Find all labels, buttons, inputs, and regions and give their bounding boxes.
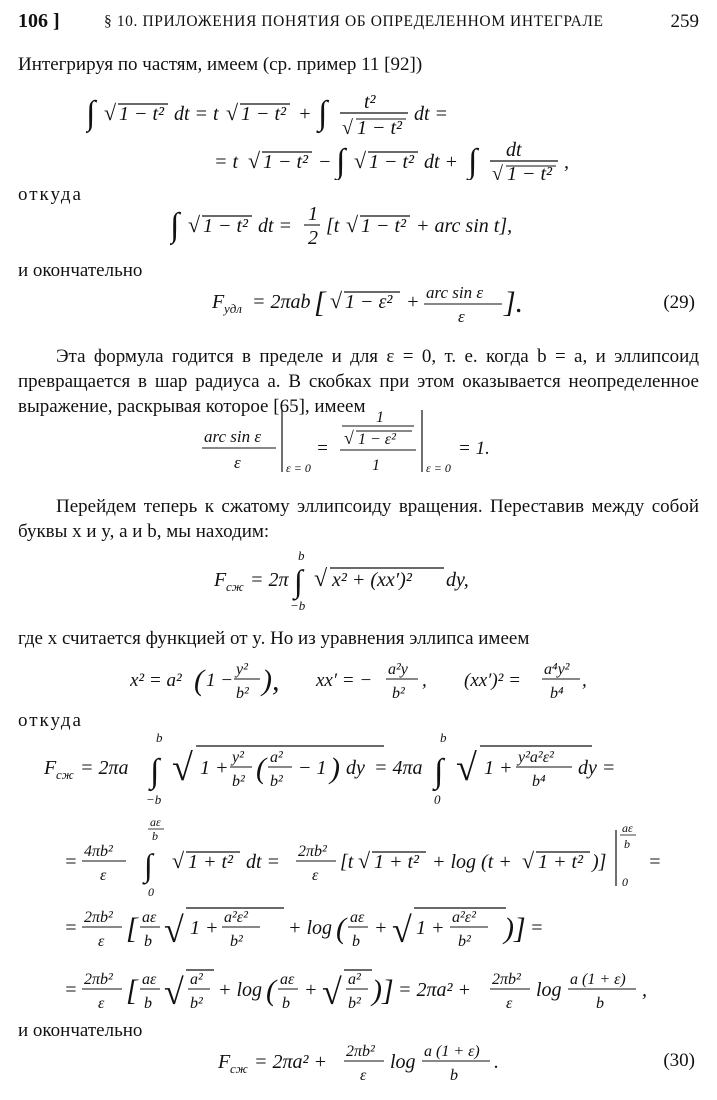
svg-text:b²: b²	[232, 773, 245, 790]
svg-text:− 1: − 1	[298, 757, 327, 779]
intro-line: Интегрируя по частям, имеем (ср. пример 11 [92])	[18, 54, 423, 75]
svg-text:F: F	[218, 1051, 231, 1073]
svg-text:2πb²: 2πb²	[84, 971, 113, 988]
svg-text:0: 0	[434, 792, 441, 807]
svg-text:aε: aε	[622, 821, 633, 835]
svg-text:√: √	[492, 163, 503, 180]
svg-text:a²: a²	[270, 749, 283, 766]
svg-text:dt: dt	[506, 139, 522, 161]
svg-text:1 − t²: 1 − t²	[369, 151, 415, 173]
svg-text:aε: aε	[142, 971, 157, 988]
svg-text:b²: b²	[348, 995, 361, 1012]
svg-text:b: b	[144, 933, 152, 950]
svg-text:(: (	[256, 752, 266, 785]
simplified-line	[64, 962, 684, 1024]
svg-text:dt =: dt =	[258, 215, 293, 237]
svg-text:−: −	[318, 151, 332, 173]
svg-text:+: +	[374, 917, 388, 939]
svg-text:1 − t²: 1 − t²	[263, 151, 309, 173]
paragraph-limit: Эта формула годится в пределе и для ε = 0, т. е. когда b = a, и эллипсоид превращается в шар радиуса a. В скобках при этом оказывается неопределенное выражение, раскрывая которое [65], имеем	[18, 346, 699, 417]
svg-text:−b: −b	[146, 792, 162, 807]
integration-by-parts-equation	[86, 84, 646, 180]
svg-text:√: √	[248, 148, 261, 173]
svg-text:+ log: + log	[218, 979, 263, 1001]
svg-text:(: (	[336, 912, 346, 945]
svg-text:= 2πa: = 2πa	[80, 757, 129, 779]
svg-text:= 2π: = 2π	[250, 569, 289, 591]
svg-text:√: √	[226, 100, 239, 125]
svg-text:b²: b²	[230, 933, 243, 950]
svg-text:∫: ∫	[170, 207, 180, 244]
svg-text:(: (	[266, 974, 276, 1007]
svg-text:b²: b²	[270, 773, 283, 790]
svg-text:b: b	[624, 837, 630, 851]
svg-text:2πb²: 2πb²	[346, 1043, 375, 1060]
svg-text:aε: aε	[280, 971, 295, 988]
oblate-area-integral	[214, 548, 514, 614]
svg-text:(: (	[194, 664, 204, 697]
svg-text:∫: ∫	[336, 143, 346, 180]
svg-text:=: =	[530, 917, 544, 939]
svg-text:1 − t²: 1 − t²	[241, 103, 287, 125]
svg-text:)]: )]	[592, 851, 607, 873]
svg-text:2: 2	[308, 227, 318, 249]
svg-text:1 −: 1 −	[206, 670, 234, 691]
substitution-line	[64, 816, 684, 900]
svg-text:√: √	[344, 428, 354, 448]
svg-text:.: .	[494, 1051, 499, 1073]
svg-text:dt =: dt =	[414, 103, 449, 125]
svg-text:√: √	[330, 288, 343, 313]
svg-text:log: log	[390, 1051, 416, 1073]
formula-30	[218, 1038, 518, 1094]
svg-text:a (1 + ε): a (1 + ε)	[570, 971, 626, 988]
svg-text:,: ,	[582, 670, 587, 691]
text-x-function: где x считается функцией от y. Но из уравнения эллипса имеем	[18, 628, 530, 649]
svg-text:+ arc sin t],: + arc sin t],	[416, 215, 513, 237]
page-number: 259	[670, 11, 699, 32]
svg-text:2πb²: 2πb²	[492, 971, 521, 988]
svg-text:ε = 0: ε = 0	[286, 461, 311, 475]
svg-text:1 − t²: 1 − t²	[203, 215, 249, 237]
svg-text:b: b	[352, 933, 360, 950]
svg-text:ε: ε	[234, 453, 241, 472]
svg-text:(xx′)² =: (xx′)² =	[464, 670, 521, 691]
chapter-title: § 10. ПРИЛОЖЕНИЯ ПОНЯТИЯ ОБ ОПРЕДЕЛЕННОМ ИНТЕГРАЛЕ	[104, 13, 604, 30]
svg-text:сж: сж	[226, 579, 244, 594]
svg-text:√: √	[358, 848, 371, 873]
svg-text:ε: ε	[312, 867, 319, 884]
svg-text:=: =	[64, 917, 78, 939]
svg-text:a²: a²	[190, 971, 203, 988]
svg-text:F: F	[214, 569, 227, 591]
svg-text:,: ,	[564, 151, 569, 173]
svg-text:b²: b²	[458, 933, 471, 950]
svg-text:[t: [t	[326, 215, 340, 237]
svg-text:y²: y²	[236, 661, 248, 678]
svg-text:+: +	[406, 291, 420, 313]
paragraph-oblate: Перейдем теперь к сжатому эллипсоиду вращения. Переставив между собой буквы x и y, a и b, мы находим:	[18, 496, 699, 542]
svg-text:√: √	[354, 148, 367, 173]
svg-text:ε: ε	[98, 995, 105, 1012]
svg-text:ε: ε	[458, 307, 465, 326]
svg-text:b⁴: b⁴	[532, 773, 546, 790]
svg-text:)]: )]	[372, 974, 394, 1007]
svg-text:a (1 + ε): a (1 + ε)	[424, 1043, 480, 1060]
svg-text:1 + t²: 1 + t²	[374, 851, 420, 873]
svg-text:0: 0	[148, 885, 154, 899]
svg-text:1: 1	[372, 457, 380, 474]
text-okonchatelno-1: и окончательно	[18, 260, 143, 281]
svg-text:ε: ε	[98, 933, 105, 950]
ellipse-relations	[130, 654, 600, 710]
svg-text:1: 1	[376, 409, 384, 426]
svg-text:1 +: 1 +	[200, 757, 229, 779]
svg-text:dt =: dt =	[246, 851, 281, 873]
svg-text:b: b	[298, 548, 305, 563]
svg-text:=: =	[64, 979, 78, 1001]
svg-text:xx′ = −: xx′ = −	[316, 670, 373, 691]
svg-text:aε: aε	[350, 909, 365, 926]
text-okonchatelno-2: и окончательно	[18, 1020, 143, 1041]
svg-text:aε: aε	[142, 909, 157, 926]
svg-text:[: [	[314, 286, 326, 319]
svg-text:= 1.: = 1.	[458, 438, 490, 459]
svg-text:[: [	[126, 974, 138, 1007]
svg-text:ε = 0: ε = 0	[426, 461, 451, 475]
svg-text:= 2πa² +: = 2πa² +	[254, 1051, 328, 1073]
svg-text:√: √	[342, 117, 353, 139]
svg-text:+: +	[304, 979, 318, 1001]
formula-29	[212, 278, 532, 328]
svg-text:=: =	[64, 851, 78, 873]
svg-text:dt +: dt +	[424, 151, 459, 173]
svg-text:].: ].	[504, 286, 524, 319]
svg-text:ε: ε	[506, 995, 513, 1012]
svg-text:y²: y²	[232, 749, 244, 766]
svg-text:x² = a²: x² = a²	[130, 670, 182, 691]
svg-text:√: √	[164, 972, 184, 1012]
svg-text:dy: dy	[346, 757, 365, 779]
svg-text:aε: aε	[150, 816, 161, 829]
svg-text:= 2πab: = 2πab	[252, 291, 311, 313]
svg-text:b: b	[156, 730, 163, 745]
svg-text:b²: b²	[190, 995, 203, 1012]
svg-text:1 + t²: 1 + t²	[538, 851, 584, 873]
svg-text:,: ,	[642, 979, 647, 1001]
svg-text:√: √	[314, 566, 328, 592]
svg-text:1 − t²: 1 − t²	[507, 163, 553, 180]
svg-text:√: √	[346, 212, 359, 237]
svg-text:= t: = t	[214, 151, 239, 173]
svg-text:b: b	[282, 995, 290, 1012]
svg-text:√: √	[188, 212, 201, 237]
svg-text:1 + t²: 1 + t²	[188, 851, 234, 873]
svg-text:−b: −b	[290, 598, 306, 613]
svg-text:x² + (xx′)²: x² + (xx′)²	[332, 569, 412, 591]
svg-text:∫: ∫	[468, 143, 478, 180]
svg-text:1 − ε²: 1 − ε²	[358, 431, 396, 448]
svg-text:),: ),	[262, 664, 280, 697]
svg-text:1 − t²: 1 − t²	[361, 215, 407, 237]
svg-text:ε: ε	[100, 867, 107, 884]
svg-text:b²: b²	[236, 685, 249, 702]
svg-text:dt = t: dt = t	[174, 103, 219, 125]
svg-text:b: b	[144, 995, 152, 1012]
svg-text:t²: t²	[364, 91, 376, 113]
svg-text:log: log	[536, 979, 562, 1001]
svg-text:∫: ∫	[318, 95, 328, 132]
svg-text:ε: ε	[360, 1067, 367, 1084]
svg-text:b²: b²	[392, 685, 405, 702]
svg-text:1 − ε²: 1 − ε²	[345, 291, 393, 313]
svg-text:√: √	[392, 910, 412, 950]
svg-text:√: √	[522, 848, 535, 873]
svg-text:b: b	[440, 730, 447, 745]
oblate-integral-expansion	[44, 730, 664, 812]
svg-text:= 4πa: = 4πa	[374, 757, 423, 779]
svg-text:F: F	[212, 291, 225, 313]
svg-text:√: √	[172, 848, 185, 873]
svg-text:1 − t²: 1 − t²	[119, 103, 165, 125]
svg-text:a²ε²: a²ε²	[452, 909, 476, 926]
svg-text:1 +: 1 +	[190, 917, 219, 939]
svg-text:[: [	[126, 912, 138, 945]
page-reference-left: 106 ]	[18, 10, 60, 32]
svg-text:b: b	[596, 995, 604, 1012]
svg-text:+ log (t +: + log (t +	[432, 851, 512, 873]
svg-text:b: b	[152, 829, 158, 843]
svg-text:√: √	[322, 972, 342, 1012]
svg-text:arc sin ε: arc sin ε	[426, 283, 484, 302]
svg-text:удл: удл	[224, 301, 242, 316]
svg-text:F: F	[44, 757, 57, 779]
svg-text:[t: [t	[340, 851, 354, 873]
svg-text:=: =	[316, 438, 329, 459]
svg-text:∫: ∫	[434, 753, 444, 790]
svg-text:a²ε²: a²ε²	[224, 909, 248, 926]
svg-text:arc sin ε: arc sin ε	[204, 427, 262, 446]
svg-text:+ log: + log	[288, 917, 333, 939]
svg-text:2πb²: 2πb²	[298, 843, 327, 860]
svg-text:1 − t²: 1 − t²	[357, 117, 403, 139]
svg-text:): )	[330, 752, 340, 785]
svg-text:y²a²ε²: y²a²ε²	[518, 749, 554, 766]
text-otkuda-1: откуда	[18, 184, 83, 205]
svg-text:∫: ∫	[150, 753, 160, 790]
svg-text:b⁴: b⁴	[550, 685, 564, 702]
evaluated-line	[64, 900, 564, 962]
svg-text:= 2πa² +: = 2πa² +	[398, 979, 472, 1001]
svg-text:√: √	[456, 747, 477, 789]
running-header	[18, 10, 699, 36]
text-otkuda-2: откуда	[18, 710, 83, 731]
svg-text:сж: сж	[56, 767, 74, 782]
svg-text:∫: ∫	[294, 563, 303, 599]
limit-equation	[200, 408, 520, 480]
svg-text:=: =	[648, 851, 662, 873]
svg-text:√: √	[164, 910, 184, 950]
svg-text:1 +: 1 +	[484, 757, 513, 779]
svg-text:∫: ∫	[86, 95, 96, 132]
svg-text:)]: )]	[504, 912, 526, 945]
svg-text:1 +: 1 +	[416, 917, 445, 939]
svg-text:a²: a²	[348, 971, 361, 988]
svg-text:,: ,	[422, 670, 427, 691]
svg-text:a⁴y²: a⁴y²	[544, 661, 570, 678]
svg-text:√: √	[104, 100, 117, 125]
svg-text:dy =: dy =	[578, 757, 616, 779]
svg-text:a²y: a²y	[388, 661, 408, 678]
svg-text:√: √	[172, 747, 193, 789]
svg-text:1: 1	[308, 203, 318, 225]
svg-text:∫: ∫	[144, 847, 153, 883]
equation-number-29: (29)	[663, 292, 695, 313]
svg-text:сж: сж	[230, 1061, 248, 1076]
svg-text:b: b	[450, 1067, 458, 1084]
svg-text:dy,: dy,	[446, 569, 469, 591]
svg-text:0: 0	[622, 875, 628, 889]
svg-text:4πb²: 4πb²	[84, 843, 113, 860]
integral-result-equation	[170, 196, 570, 252]
equation-number-30: (30)	[663, 1050, 695, 1071]
svg-text:2πb²: 2πb²	[84, 909, 113, 926]
svg-text:+: +	[298, 103, 312, 125]
